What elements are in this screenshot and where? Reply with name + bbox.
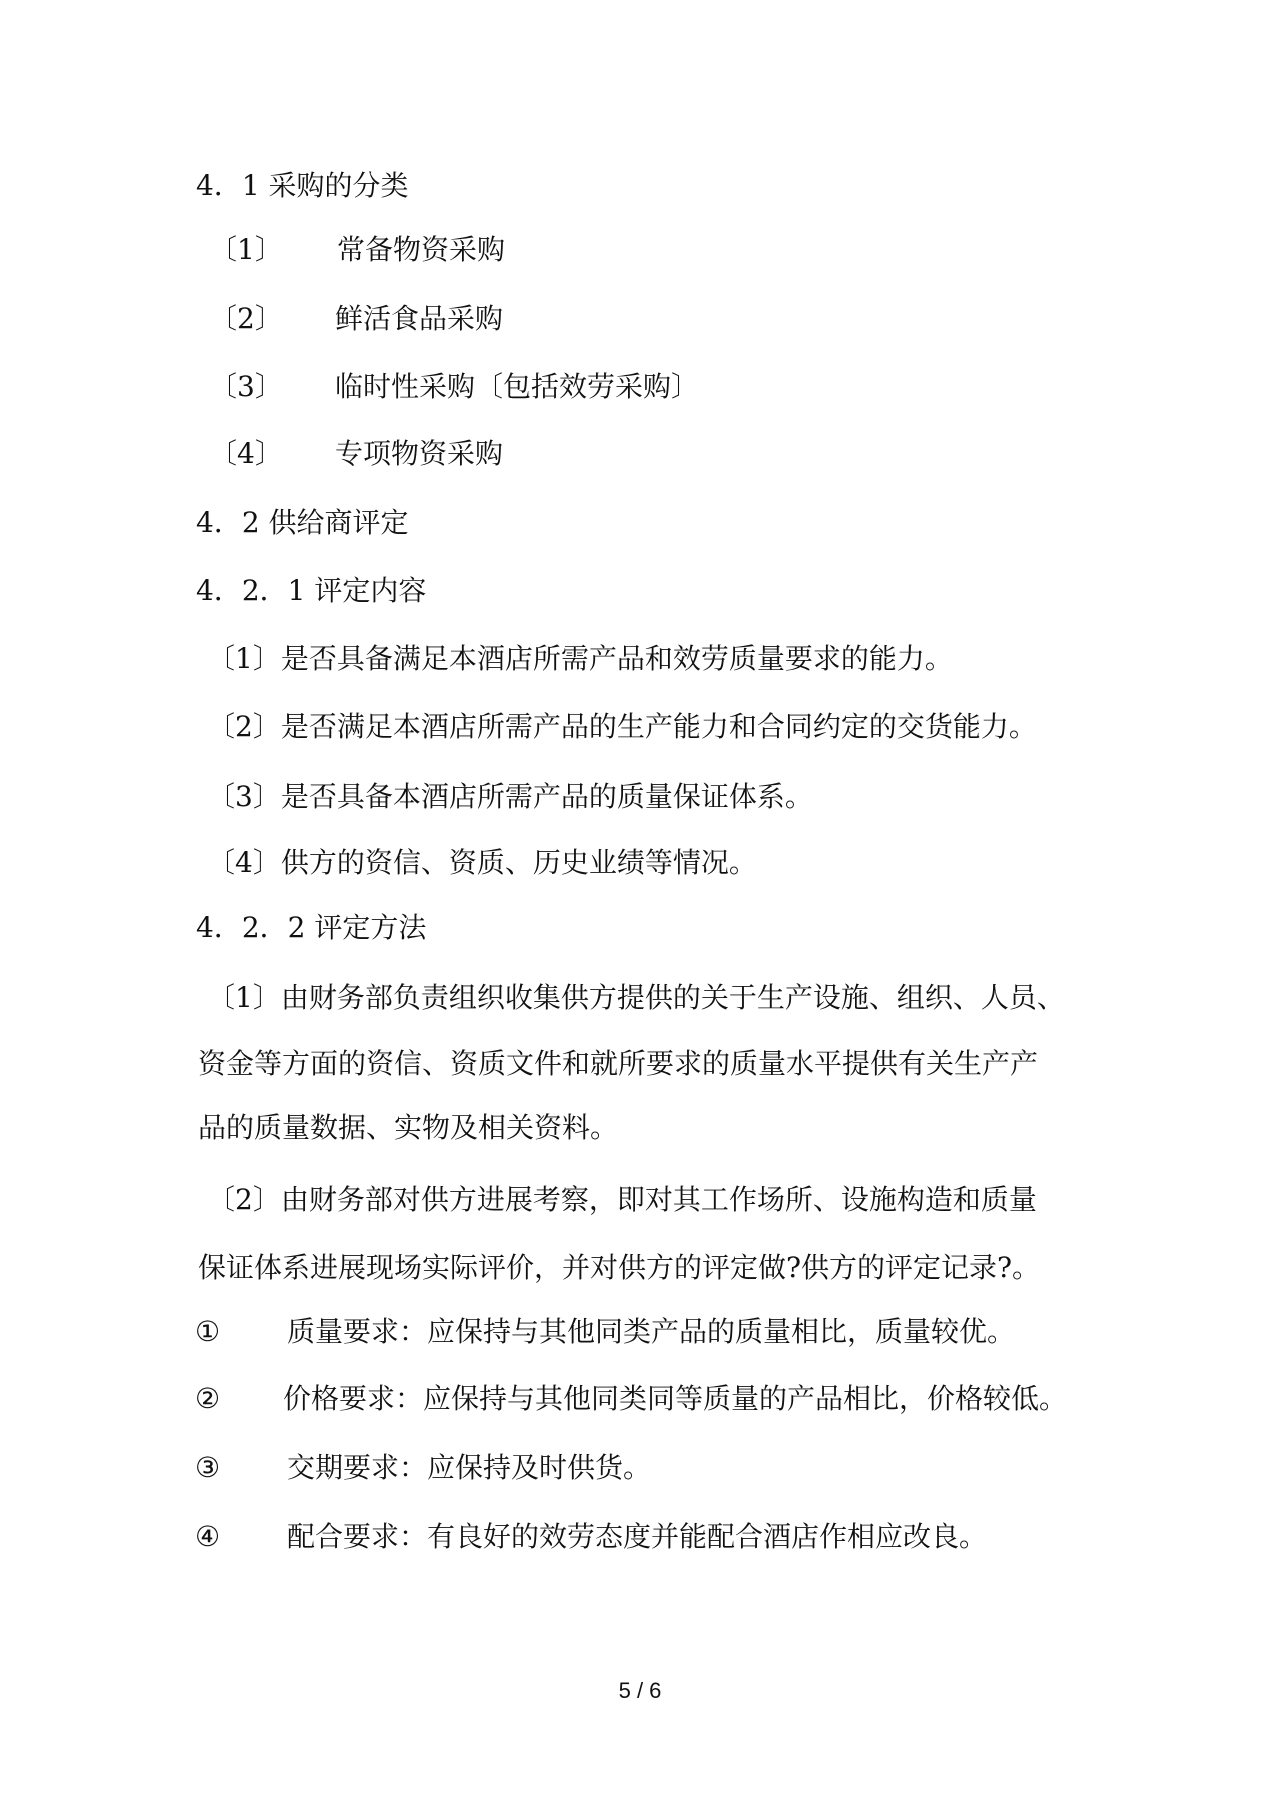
item-number: 〔3〕 — [209, 370, 283, 403]
requirement-text: 交期要求：应保持及时供货。 — [287, 1451, 652, 1484]
circled-number: ③ — [195, 1451, 221, 1484]
paragraph-2-line: 保证体系进展现场实际评价，并对供方的评定做?供方的评定记录?。 — [198, 1251, 1041, 1284]
paragraph-1-line: 品的质量数据、实物及相关资料。 — [198, 1111, 619, 1144]
list-item — [209, 437, 504, 471]
item-number: 〔1〕 — [209, 233, 283, 266]
paragraph-1-line: 〔1〕由财务部负责组织收集供方提供的关于生产设施、组织、人员、 — [207, 981, 1065, 1014]
requirement-text: 配合要求：有良好的效劳态度并能配合酒店作相应改良。 — [287, 1520, 988, 1553]
circled-number: ④ — [195, 1520, 221, 1553]
item-text: 临时性采购〔包括效劳采购〕 — [335, 370, 700, 403]
heading-4-2: 4．2 供给商评定 — [196, 506, 409, 539]
heading-4-2-2: 4．2．2 评定方法 — [196, 911, 427, 944]
heading-4-1: 4．1 采购的分类 — [196, 169, 409, 202]
paragraph-1-line: 资金等方面的资信、资质文件和就所要求的质量水平提供有关生产产 — [198, 1047, 1039, 1080]
item-number: 〔4〕 — [209, 437, 283, 470]
item-number: 〔2〕 — [209, 302, 283, 335]
list-item — [209, 302, 504, 336]
requirement-text: 价格要求：应保持与其他同类同等质量的产品相比，价格较低。 — [283, 1382, 1068, 1415]
heading-4-2-1: 4．2．1 评定内容 — [196, 574, 427, 607]
requirement-item — [195, 1451, 652, 1485]
circled-number: ① — [195, 1315, 221, 1348]
circled-number: ② — [195, 1382, 221, 1415]
requirement-item — [195, 1315, 1016, 1349]
item-text: 常备物资采购 — [337, 233, 506, 266]
item-text: 鲜活食品采购 — [335, 302, 504, 335]
item-text: 专项物资采购 — [335, 437, 504, 470]
criteria-item: 〔3〕是否具备本酒店所需产品的质量保证体系。 — [207, 780, 813, 813]
criteria-item: 〔2〕是否满足本酒店所需产品的生产能力和合同约定的交货能力。 — [207, 710, 1037, 743]
page-number: 5 / 6 — [618, 1678, 662, 1703]
criteria-item: 〔1〕是否具备满足本酒店所需产品和效劳质量要求的能力。 — [207, 642, 953, 675]
list-item — [209, 233, 506, 267]
paragraph-2-line: 〔2〕由财务部对供方进展考察，即对其工作场所、设施构造和质量 — [207, 1183, 1037, 1216]
list-item — [209, 370, 700, 404]
requirement-item — [195, 1520, 988, 1554]
requirement-item — [195, 1382, 1068, 1416]
requirement-text: 质量要求：应保持与其他同类产品的质量相比，质量较优。 — [287, 1315, 1016, 1348]
criteria-item: 〔4〕供方的资信、资质、历史业绩等情况。 — [207, 846, 757, 879]
